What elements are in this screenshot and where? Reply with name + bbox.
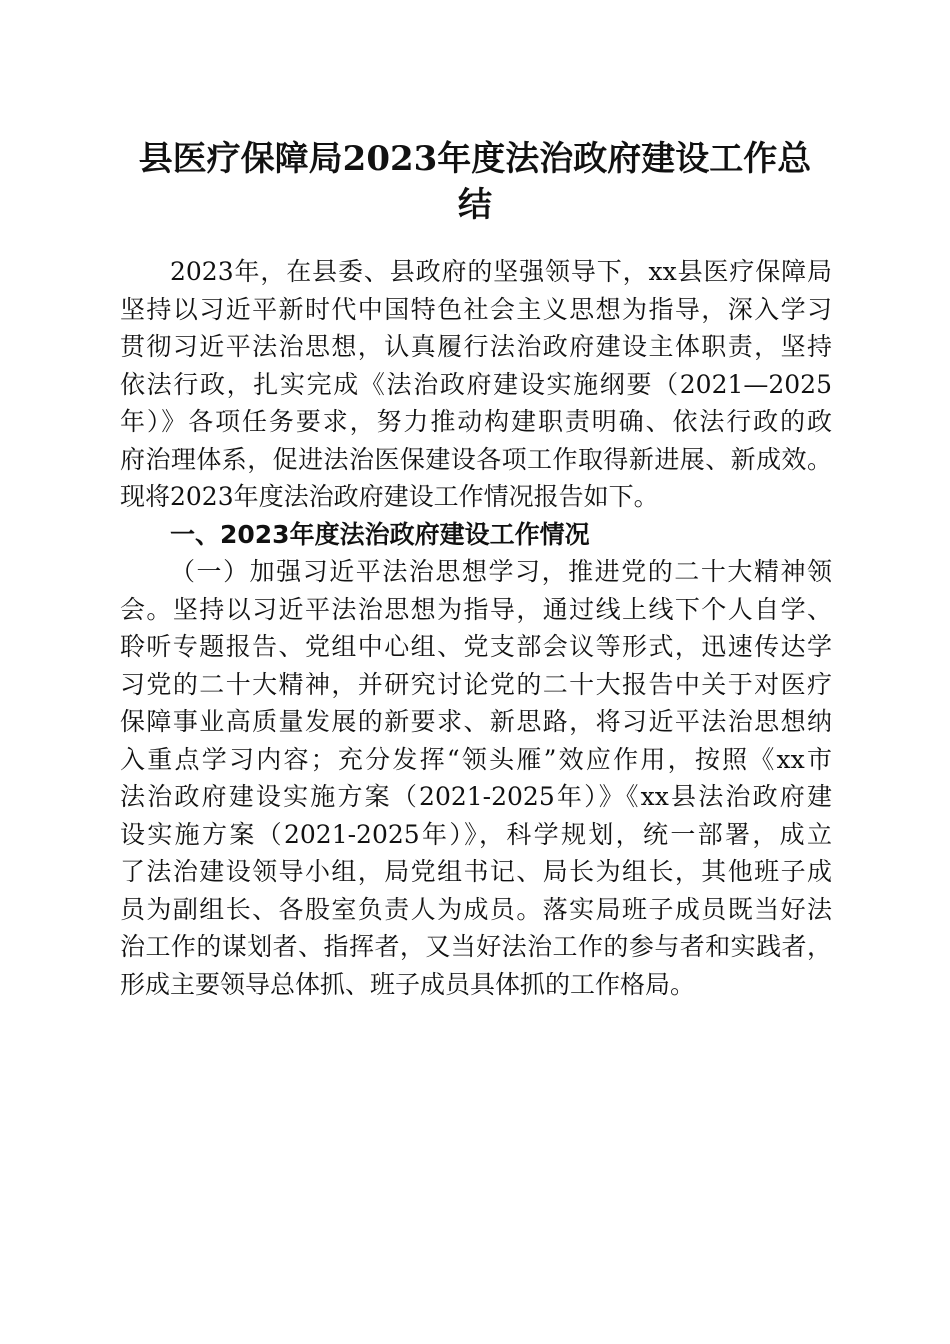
- paragraph-line: 会。坚持以习近平法治思想为指导，通过线上线下个人自学、: [120, 594, 832, 624]
- paragraph-line: 形成主要领导总体抓、班子成员具体抓的工作格局。: [120, 969, 696, 999]
- paragraph-line: 府治理体系，促进法治医保建设各项工作取得新进展、新成效。: [120, 444, 832, 474]
- paragraph-line: 治工作的谋划者、指挥者，又当好法治工作的参与者和实践者，: [120, 932, 832, 961]
- paragraph-line: 依法行政，扎实完成《法治政府建设实施纲要（2021—2025: [120, 369, 832, 399]
- document-body: [120, 253, 832, 1003]
- paragraph-line: 保障事业高质量发展的新要求、新思路，将习近平法治思想纳: [120, 707, 832, 736]
- paragraph-line: 法治政府建设实施方案（2021-2025年）》《xx县法治政府建: [120, 782, 832, 811]
- paragraph-line: 员为副组长、各股室负责人为成员。落实局班子成员既当好法: [120, 894, 832, 924]
- paragraph-line: 现将2023年度法治政府建设工作情况报告如下。: [120, 482, 659, 511]
- paragraph-line: 了法治建设领导小组，局党组书记、局长为组长，其他班子成: [120, 857, 832, 886]
- paragraph-line: 坚持以习近平新时代中国特色社会主义思想为指导，深入学习: [120, 294, 832, 324]
- document-title-line-1: 县医疗保障局2023年度法治政府建设工作总: [138, 139, 812, 179]
- paragraph-line: 习党的二十大精神，并研究讨论党的二十大报告中关于对医疗: [120, 669, 832, 699]
- paragraph-line: （一）加强习近平法治思想学习，推进党的二十大精神领: [170, 557, 832, 586]
- section-heading: 一、2023年度法治政府建设工作情况: [170, 519, 590, 549]
- paragraph-line: 2023年，在县委、县政府的坚强领导下，xx县医疗保障局: [170, 257, 832, 286]
- paragraph-line: 入重点学习内容；充分发挥“领头雁”效应作用，按照《xx市: [120, 744, 832, 774]
- paragraph-line: 年）》各项任务要求，努力推动构建职责明确、依法行政的政: [120, 407, 832, 436]
- paragraph-line: 聆听专题报告、党组中心组、党支部会议等形式，迅速传达学: [120, 632, 832, 661]
- paragraph-line: 贯彻习近平法治思想，认真履行法治政府建设主体职责，坚持: [120, 332, 832, 361]
- paragraph-line: 设实施方案（2021-2025年）》，科学规划，统一部署，成立: [120, 819, 832, 849]
- document-title-line-2: 结: [458, 185, 492, 225]
